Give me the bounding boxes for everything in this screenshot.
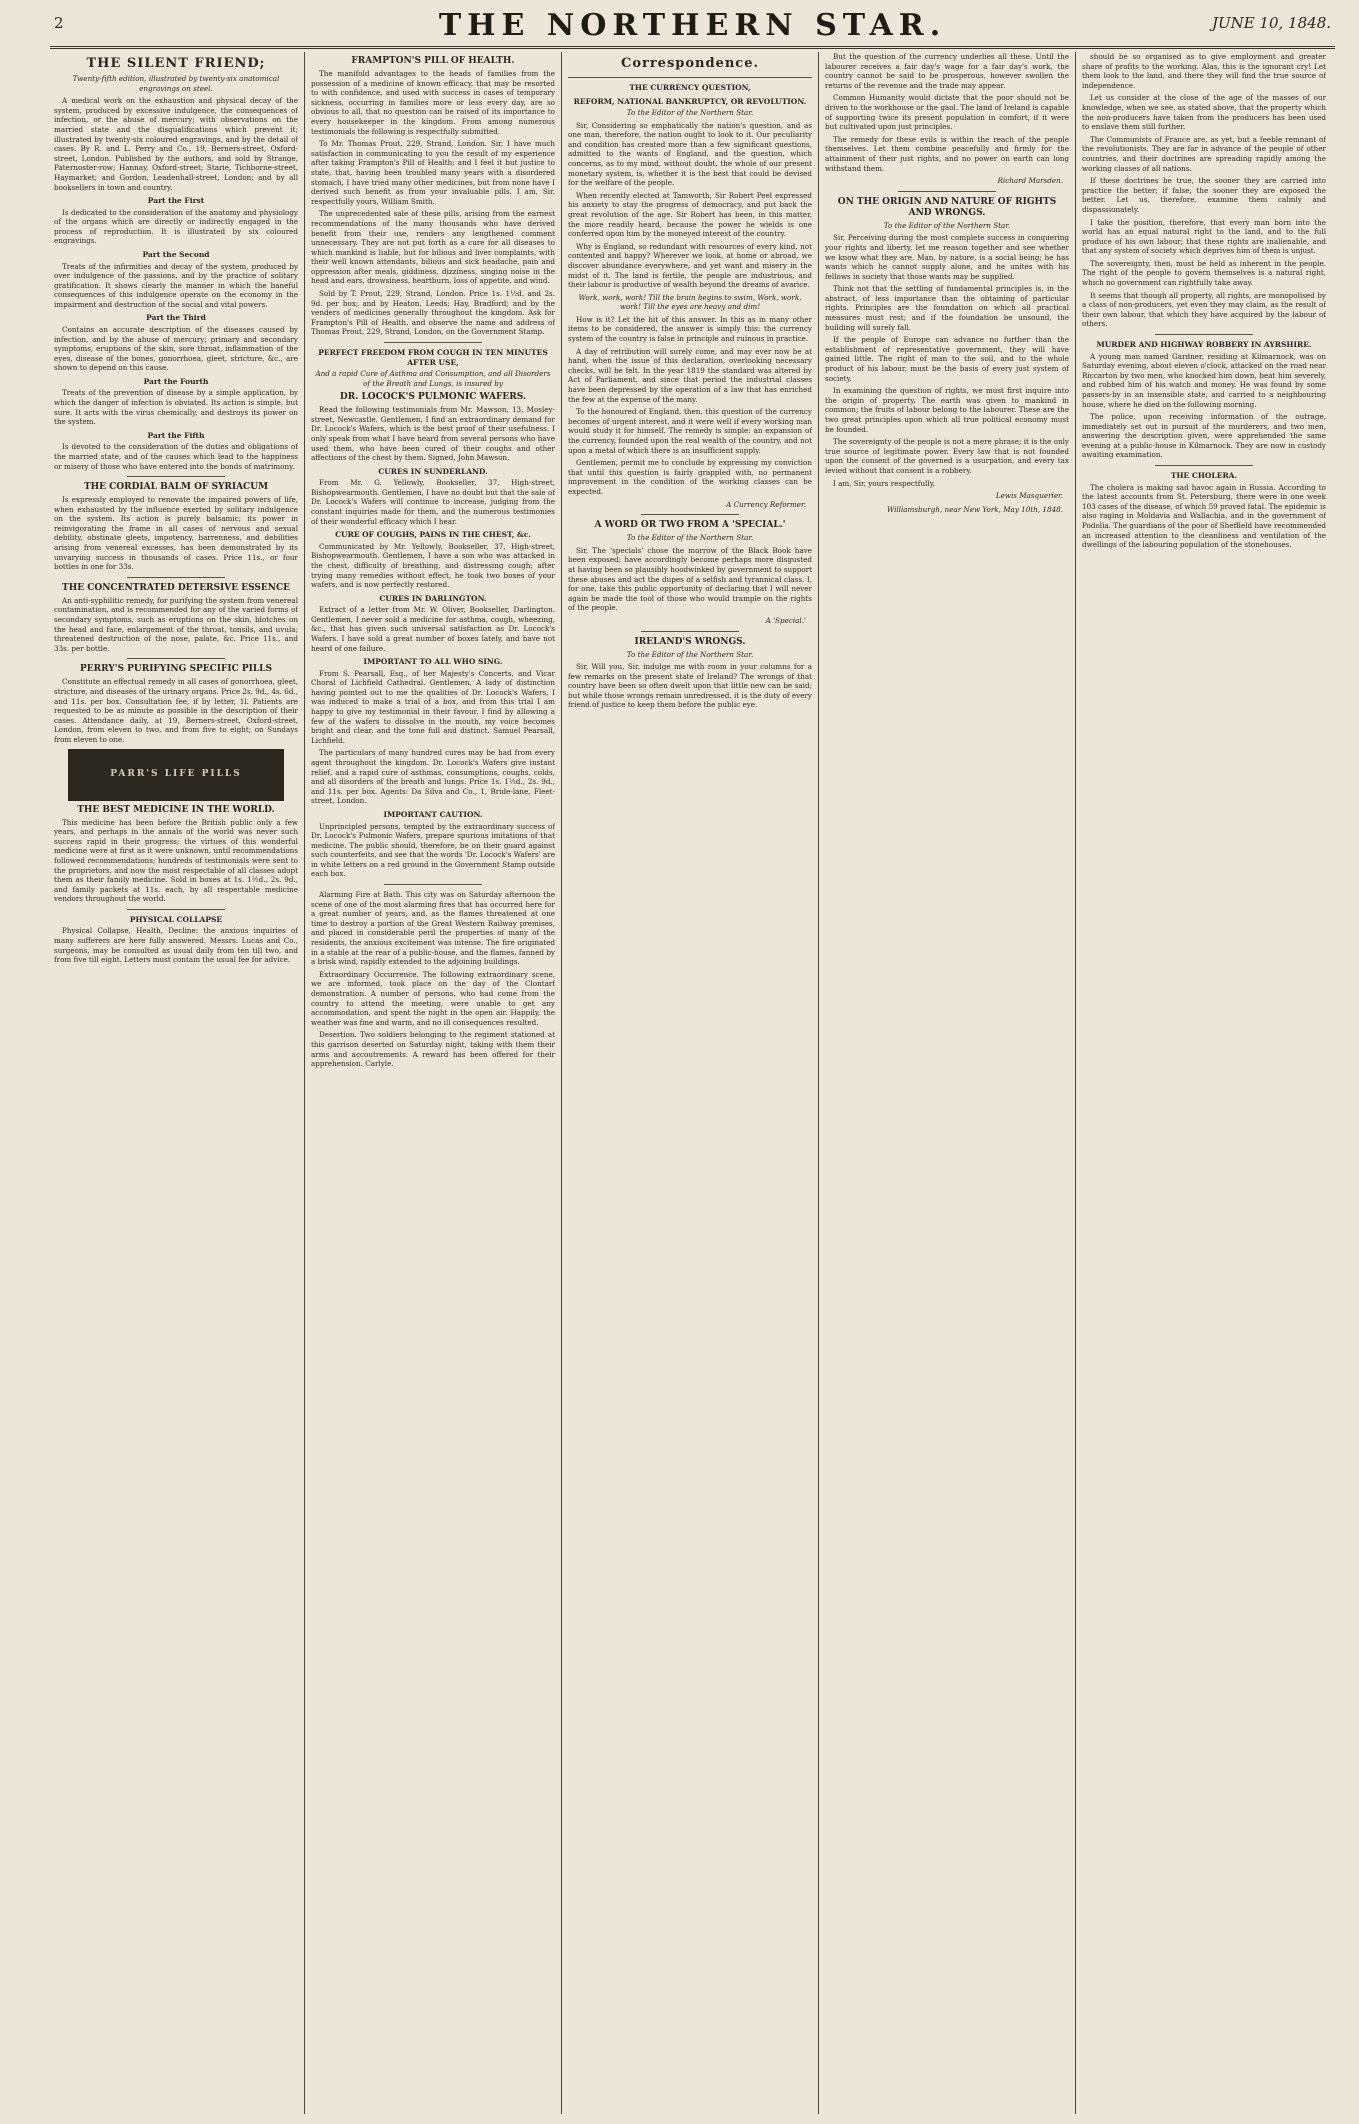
ad-body: The particulars of many hundred cures may be had from every agent throughout the kingdom. Dr. Locock's Wafers give instant relief, and a rapid cure of asthmas, consumptions, coughs, colds, and all disorders of the breath and lungs. Price 1s. 1½d., 2s. 9d., and 11s. per box. Agents: Da Silva and Co., 1, Bride-lane, Fleet-street, London. xyxy=(311,748,555,806)
ad-subheading: And a rapid Cure of Asthma and Consumption, and all Disorders of the Breath and Lungs, is insured by xyxy=(315,369,551,388)
ad-body: Read the following testimonials from Mr. Mawson, 13, Mosley-street, Newcastle. Gentlemen, I find an extraordinary demand for Dr. Locock's Wafers, which is the best proof of their usefulness. I only speak from what I have heard from several persons who have used them, who have been cured of their coughs and other affections of the chest by them. Signed, John Mawson. xyxy=(311,405,555,463)
letter-salutation: To the Editor of the Northern Star. xyxy=(626,533,754,543)
article-paragraph: If these doctrines be true, the sooner they are carried into practice the better; if false, the sooner they are exposed the better. Let us, therefore, examine them calmly and dispassionately. xyxy=(1082,176,1326,214)
article-paragraph: Let us consider at the close of the age of the masses of our knowledge, when we see, as stated above, that the property which the non-producers have taken from the producers has been used to enslave them still further. xyxy=(1082,93,1326,132)
letter-heading: A WORD OR TWO FROM A 'SPECIAL.' xyxy=(594,520,786,531)
ad-body: From S. Pearsall, Esq., of her Majesty's Concerts, and Vicar Choral of Lichfield Cathedral. Gentlemen, A lady of distinction having pointed out to me the qualities of Dr. Locock's Wafers, I was induced to make a trial of a box, and from this trial I am happy to give my testimonial in their favour. I find by allowing a few of the wafers to dissolve in the mouth, my voice becomes bright and clear, and the tone full and distinct. Samuel Pearsall, Lichfield. xyxy=(311,668,555,745)
section-body: Is dedicated to the consideration of the anatomy and physiology of the organs which are directly or indirectly engaged in the process of reproduction. It is illustrated by six coloured engravings. xyxy=(54,207,298,246)
ad-title: DR. LOCOCK'S PULMONIC WAFERS. xyxy=(339,392,527,403)
letter-salutation: To the Editor of the Northern Star. xyxy=(883,220,1011,230)
ad-body: Constitute an effectual remedy in all cases of gonorrhoea, gleet, stricture, and diseases of the urinary organs. Price 2s. 9d., 4s. 6d., and 11s. per box. Consultation fee, if by letter, 1l. Patients are requested to be as minute as possible in the description of their cases. Attendance daily, at 19, Berners-street, Oxford-street, London, from eleven to two, and from five to eight; on Sundays from eleven to one. xyxy=(54,677,298,744)
ad-heading: FRAMPTON'S PILL OF HEALTH. xyxy=(351,56,515,66)
section-heading: Part the First xyxy=(147,196,205,206)
masthead xyxy=(50,6,1335,49)
article-paragraph: Sir, Perceiving during the most complete success in conquering your rights and liberty, let me reason together and see whether we know what they are. Man, by nature, is a social being; he has wants which he cannot supply alone, and he unites with his fellows in society that those wants may be supplied. xyxy=(825,233,1069,281)
ad-body: Unprincipled persons, tempted by the extraordinary success of Dr. Locock's Pulmonic Wafers, prepare spurious imitations of that medicine. The public should, therefore, be on their guard against such counterfeits, and see that the words 'Dr. Locock's Wafers' are in white letters on a red ground in the Government Stamp outside each box. xyxy=(311,821,555,879)
ad-letter: To Mr. Thomas Prout, 229, Strand, London. Sir, I have much satisfaction in communicating to you the result of my experience after taking Frampton's Pill of Health; and I feel it but justice to state, that, having been troubled many years with a disordered stomach, I have tried many other medicines, but from none have I derived such benefit as from your invaluable pills. I am, Sir, respectfully yours, William Smith. xyxy=(311,139,555,206)
divider xyxy=(1155,334,1253,335)
news-item: Extraordinary Occurrence. The following extraordinary scene, we are informed, took place on the day of the Clontarf demonstration. A number of persons, who had come from the country to attend the meeting, were unable to get any accommodation, and spent the night in the open air. Happily, the weather was fine and warm, and no ill consequences resulted. xyxy=(311,969,555,1027)
section-body: Treats of the infirmities and decay of the system, produced by over indulgence of the passions, and by the practice of solitary gratification. It shows clearly the manner in which the baneful consequences of this indulgence operate on the economy in the impairment and destruction of the social and vital powers. xyxy=(54,261,298,309)
letter-signature: A Currency Reformer. xyxy=(726,499,806,509)
article-paragraph: should be so organised as to give employment and greater share of profits to the working. Alas, this is the ignorant cry! Let them look to the land, and there they will find the true source of independence. xyxy=(1082,52,1326,90)
ad-body: Communicated by Mr. Yellowly, Bookseller, 37, High-street, Bishopwearmouth. Gentlemen, I have a son who was attacked in the chest, difficulty of breathing, and distressing cough; after trying many remedies without effect, he took two boxes of your wafers, and is now perfectly restored. xyxy=(311,541,555,590)
letter-signature: A 'Special.' xyxy=(765,615,806,625)
divider xyxy=(384,884,482,885)
news-item: Desertion. Two soldiers belonging to the regiment stationed at this garrison deserted on Saturday night, taking with them their arms and accoutrements. A reward has been offered for their apprehension. Carlyle. xyxy=(311,1030,555,1069)
divider xyxy=(641,514,739,515)
letter-paragraph: How is it? Let the hit of this answer. In this as in many other items to be considered, the answer is simply this: the currency system of the country is false in principle and ruinous in practice. xyxy=(568,314,812,344)
news-heading: THE CHOLERA. xyxy=(1170,471,1238,481)
letter-subheading: REFORM, NATIONAL BANKRUPTCY, OR REVOLUTION. xyxy=(573,96,807,106)
column-rule xyxy=(818,52,819,2114)
letter-paragraph: A day of retribution will surely come, and may ever now be at hand, when the issue of this declaration, overlooking necessary checks, will be felt. In the year 1819 the standard was altered by Act of Parliament, and since that period the industrial classes have been depressed by the operation of a law that has enriched the few at the expense of the many. xyxy=(568,346,812,404)
article-paragraph: If the people of Europe can advance no further than the establishment of representative government, they will have gained little. The right of man to the soil, and to the whole product of his labour, must be the basis of every just system of society. xyxy=(825,335,1069,383)
letter-paragraph: When recently elected at Tamworth, Sir Robert Peel expressed his anxiety to stay the progress of democracy, and put back the great revolution of the age. Sir Robert has been, in this matter, the more readily heard, because the power he wields is one conferred upon him by the moneyed interest of the country. xyxy=(568,190,812,239)
column-2 xyxy=(311,52,555,2114)
section-body: Contains an accurate description of the diseases caused by infection, and by the abuse of mercury; primary and secondary symptoms, eruptions of the skin, sore throat, inflammation of the eyes, disease of the bones, gonorrhoea, gleet, stricture, &c., are shown to depend on this cause. xyxy=(54,324,298,373)
letter-place: Williamsburgh, near New York, May 10th, 1848. xyxy=(886,504,1063,514)
ad-heading: CURES IN SUNDERLAND. xyxy=(378,466,488,476)
ad-body: The unprecedented sale of these pills, arising from the earnest recommendations of the many thousands who have derived benefit from their use, renders any lengthened comment unnecessary. They are not put forth as a cure for all diseases to which mankind is liable, but for bilious and liver complaints, with their well known attendants, bilious and sick headache, pain and oppression after meals, giddiness, dizziness, singing noise in the head and ears, drowsiness, heartburn, loss of appetite, and wind. xyxy=(311,209,555,286)
ad-heading: THE BEST MEDICINE IN THE WORLD. xyxy=(77,804,275,815)
article-paragraph: I take the position, therefore, that every man born into the world has an equal natural right to the land, and to the full produce of his own labour; that these rights are inalienable, and that any system of society which deprives him of them is unjust. xyxy=(1082,217,1326,256)
article-paragraph: In examining the question of rights, we must first inquire into the origin of property. The earth was given to mankind in common; the fruits of labour belong to the labourer. These are the two great principles upon which all true political economy must be founded. xyxy=(825,386,1069,434)
letter-salutation: To the Editor of the Northern Star. xyxy=(626,108,754,117)
news-heading: MURDER AND HIGHWAY ROBBERY IN AYRSHIRE. xyxy=(1096,340,1312,350)
divider xyxy=(641,631,739,632)
column-1 xyxy=(54,52,298,2114)
article-paragraph: It seems that though all property, all rights, are monopolised by a class of non-producers, yet even they may claim, as the result of their own labour, that which they have acquired by the labour of others. xyxy=(1082,290,1326,329)
poem-quote: Work, work, work! Till the brain begins to swim, Work, work, work! Till the eyes are heavy and dim! xyxy=(578,292,802,312)
news-paragraph: The cholera is making sad havoc again in Russia. According to the latest accounts from St. Petersburg, there were in one week 103 cases of the disease, of which 59 proved fatal. The epidemic is also raging in Moldavia and Wallachia, and in the government of Podolia. The guardians of the poor of Sheffield have recommended an increased attention to the cleanliness and ventilation of the dwellings of the labouring population of the stonehouses. xyxy=(1082,482,1326,550)
letter-paragraph: To the honoured of England, then, this question of the currency becomes of urgent interest, and it were well if every working man would study it for himself. The remedy is simple: an expansion of the currency, founded upon the real wealth of the country, and not upon a metal of which there is an insufficient supply. xyxy=(568,407,812,455)
divider xyxy=(127,476,225,477)
letter-paragraph: Sir, Considering so emphatically the nation's question, and as one man, therefore, the nation ought to look to it. Our peculiarity and condition has created more than a few significant questions, admitted to the wants of England, and the question, which concerns, as to my mind, without doubt, the whole of our present monetary system, is, whether it is the best that could be devised for the welfare of the people. xyxy=(568,120,812,188)
article-paragraph: Common Humanity would dictate that the poor should not be driven to the workhouse or the gaol. The land of Ireland is capable of supporting twice its present population in comfort, if it were but cultivated upon just principles. xyxy=(825,93,1069,132)
letter-paragraph: Sir, The 'specials' chose the morrow of the Black Book have been exposed; have accordingly become perhaps more disgusted at having been so plausibly hoodwinked by government to support these abuses and act the dupes of a selfish and tyrannical class. I, for one, take this public opportunity of declaring that I will never again be made the tool of those who would trample on the rights of the people. xyxy=(568,545,812,613)
divider xyxy=(127,658,225,659)
letter-paragraph: Gentlemen, permit me to conclude by expressing my conviction that until this question is fairly grappled with, no permanent improvement in the condition of the working classes can be expected. xyxy=(568,458,812,496)
banner-image xyxy=(68,749,284,801)
ad-heading: IMPORTANT CAUTION. xyxy=(383,810,483,819)
column-rule xyxy=(1075,52,1076,2114)
news-paragraph: The police, upon receiving information of the outrage, immediately set out in pursuit of the murderers, and two men, answering the description given, were apprehended the same evening at a public-house in Kilmarnock. They are now in custody awaiting examination. xyxy=(1082,412,1326,460)
divider xyxy=(384,342,482,343)
article-paragraph: Think not that the settling of fundamental principles is, in the abstract, of less importance than the obtaining of particular rights. Principles are the foundation on which all practical measures must rest; and if the foundation be unsound, the building will surely fall. xyxy=(825,284,1069,332)
ad-body: An anti-syphilitic remedy, for purifying the system from venereal contamination, and is recommended for any of the varied forms of secondary symptoms, such as eruptions on the skin, blotches on the head and face, enlargement of the throat, tonsils, and uvula; threatened destruction of the nose, palate, &c. Price 11s., and 33s. per bottle. xyxy=(54,595,298,653)
ad-heading: PERRY'S PURIFYING SPECIFIC PILLS xyxy=(79,664,273,675)
section-body: Is devoted to the consideration of the duties and obligations of the married state, and of the causes which lead to the happiness or misery of those who have entered into the bonds of matrimony. xyxy=(54,442,298,471)
news-paragraph: A young man named Gardner, residing at Kilmarnock, was on Saturday evening, about eleven o'clock, attacked on the road near Riccarton by two men, who knocked him down, beat him severely, and robbed him of his watch and money. He was found by some passers-by in an insensible state, and carried to a neighbouring house, where he died on the following morning. xyxy=(1082,351,1326,409)
ad-body: Extract of a letter from Mr. W. Oliver, Bookseller, Darlington. Gentlemen, I never sold a medicine for asthma, cough, wheezing, &c., that has given such universal satisfaction as Dr. Locock's Wafers. I have sold a great number of boxes lately, and have not heard of one failure. xyxy=(311,605,555,653)
letter-heading: IRELAND'S WRONGS. xyxy=(634,636,746,647)
ad-heading: THE CORDIAL BALM OF SYRIACUM xyxy=(83,482,269,493)
ad-body: A medical work on the exhaustion and physical decay of the system, produced by excessive indulgence, the consequences of infection, or the abuse of mercury; with observations on the married state and the disqualifications which prevent it; illustrated by twenty-six coloured engravings, and by the detail of cases. By R. and L. Perry and Co., 19, Berners-street, Oxford-street, London. Published by the authors, and sold by Strange, Paternoster-row; Hannay, Oxford-street; Starie, Tichborne-street, Haymarket; and Gordon, Leadenhall-street, London; and by all booksellers in town and country. xyxy=(54,96,298,192)
divider xyxy=(1155,465,1253,466)
page-number: 2 xyxy=(54,14,64,32)
section-heading: Part the Third xyxy=(146,313,206,323)
divider xyxy=(898,191,996,192)
ad-body: Is expressly employed to renovate the impaired powers of life, when exhausted by the influence exerted by solitary indulgence on the system. Its action is purely balsamic; its power in reinvigorating the frame in all cases of nervous and sexual debility, obstinate gleets, impotency, barrenness, and debilities arising from venereal excesses, has been demonstrated by its unvarying success in thousands of cases. Price 11s., or four bottles in one for 33s. xyxy=(54,495,298,572)
news-item: Alarming Fire at Bath. This city was on Saturday afternoon the scene of one of the most alarming fires that has occurred here for a great number of years, and, as the flames threatened at one time to destroy a portion of the Great Western Railway premises, and placed in considerable peril the properties of many of the residents, the anxious excitement was intense. The fire originated in a stable at the rear of a public-house, and the flames, fanned by a brisk wind, rapidly extended to the adjoining buildings. xyxy=(311,890,555,967)
letter-heading: THE CURRENCY QUESTION, xyxy=(629,83,751,92)
article-heading: ON THE ORIGIN AND NATURE OF RIGHTS AND WRONGS. xyxy=(837,196,1057,218)
letter-salutation: To the Editor of the Northern Star. xyxy=(626,649,754,659)
divider xyxy=(568,77,812,78)
newspaper-title: THE NORTHERN STAR. xyxy=(438,8,947,43)
ad-subheading: Twenty-fifth edition, illustrated by twenty-six anatomical engravings on steel. xyxy=(72,74,280,93)
letter-paragraph: Sir, Will you, Sir, indulge me with room in your columns for a few remarks on the present state of Ireland? The wrongs of that country have been so often dwelt upon that little new can be said; but while those wrongs remain unredressed, it is the duty of every friend of justice to keep them before the public eye. xyxy=(568,662,812,710)
section-title: Correspondence. xyxy=(620,56,760,71)
column-5 xyxy=(1082,52,1326,2114)
article-paragraph: The sovereignty, then, must be held as inherent in the people. The right of the people to govern themselves is a natural right, which no government can rightfully take away. xyxy=(1082,258,1326,288)
column-rule xyxy=(561,52,562,2114)
ad-heading: THE CONCENTRATED DETERSIVE ESSENCE xyxy=(62,582,290,593)
column-4 xyxy=(825,52,1069,2114)
section-heading: Part the Fourth xyxy=(143,376,209,386)
article-paragraph: I am, Sir, yours respectfully, xyxy=(833,478,936,488)
ad-body: The manifold advantages to the heads of families from the possession of a medicine of known efficacy, that may be resorted to with confidence, and used with success in cases of temporary sickness, occurring in families more or less every day, are so obvious to all, that no question can be raised of its importance to every housekeeper in the kingdom. From among numerous testimonials the following is respectfully submitted. xyxy=(311,69,555,136)
section-heading: Part the Second xyxy=(142,250,210,259)
ad-heading: CURE OF COUGHS, PAINS IN THE CHEST, &c. xyxy=(335,530,531,540)
ad-heading: PERFECT FREEDOM FROM COUGH IN TEN MINUTES AFTER USE, xyxy=(318,348,548,367)
divider xyxy=(127,577,225,578)
ad-heading: THE SILENT FRIEND; xyxy=(86,56,266,71)
article-paragraph: The remedy for these evils is within the reach of the people themselves. Let them combine peacefully and firmly for the attainment of their just rights, and no power on earth can long withstand them. xyxy=(825,134,1069,173)
ad-body: Sold by T. Prout, 229, Strand, London. Price 1s. 1½d. and 2s. 9d. per box; and by Heaton, Leeds; Hay, Bradford; and by the venders of medicines generally throughout the kingdom. Ask for Frampton's Pill of Health, and observe the name and address of Thomas Prout, 229, Strand, London, on the Government Stamp. xyxy=(311,289,555,337)
divider xyxy=(127,909,225,910)
letter-paragraph: Why is England, so redundant with resources of every kind, not contented and happy? Wherever we look, at home or abroad, we discover abundance everywhere, and yet want and misery in the midst of it. The land is fertile, the people are industrious, and their labour is productive of wealth beyond the dreams of avarice. xyxy=(568,241,812,290)
section-body: Treats of the prevention of disease by a simple application, by which the danger of infection is obviated. Its action is simple, but sure. It acts with the virus chemically, and destroys its power on the system. xyxy=(54,388,298,427)
letter-signature: Lewis Masquerier. xyxy=(995,491,1063,501)
ad-body: From Mr. G. Yellowly, Bookseller, 37, High-street, Bishopwearmouth. Gentlemen, I have no doubt but that the sale of Dr. Locock's Wafers will continue to increase, judging from the constant inquiries made for them, and the numerous testimonies of their wonderful efficacy which I hear. xyxy=(311,478,555,526)
ad-body: Physical Collapse, Health, Decline: the anxious inquiries of many sufferers are here fully answered. Messrs. Lucas and Co., surgeons, may be consulted as usual daily from ten till two, and from five till eight. Letters must contain the usual fee for advice. xyxy=(54,926,298,965)
ad-heading: IMPORTANT TO ALL WHO SING. xyxy=(363,657,503,667)
article-paragraph: The sovereignty of the people is not a mere phrase; it is the only true source of legitimate power. Every law that is not founded upon the consent of the governed is a usurpation, and every tax levied without that consent is a robbery. xyxy=(825,437,1069,475)
letter-signature: Richard Marsden. xyxy=(997,176,1063,186)
ad-heading: CURES IN DARLINGTON. xyxy=(379,593,487,603)
column-rule xyxy=(304,52,305,2114)
ad-body: This medicine has been before the British public only a few years, and perhaps in the annals of the world was never such success rapid in their progress; the virtues of this wonderful medicine were at first as it were unknown, until recommendations followed recommendations; hundreds of testimonials were sent to the proprietors, and now the most respectable of all classes adopt them as their family medicine. Sold in boxes at 1s. 1½d., 2s. 9d., and family packets at 11s. each, by all respectable medicine vendors throughout the world. xyxy=(54,817,298,904)
column-3 xyxy=(568,52,812,2114)
article-paragraph: But the question of the currency underlies all these. Until the labourer receives a fair day's wage for a fair day's work, the country cannot be said to be prosperous, however swollen the returns of the revenue and the trade may appear. xyxy=(825,52,1069,90)
section-heading: Part the Fifth xyxy=(147,430,205,440)
ad-heading: PHYSICAL COLLAPSE xyxy=(129,914,223,924)
issue-date: JUNE 10, 1848. xyxy=(1211,14,1331,32)
article-paragraph: The Communists of France are, as yet, but a feeble remnant of the revolutionists. They are far in advance of the people of other countries, and their doctrines are spreading rapidly among the working classes of all nations. xyxy=(1082,134,1326,173)
banner-text: PARR'S LIFE PILLS xyxy=(110,768,242,779)
